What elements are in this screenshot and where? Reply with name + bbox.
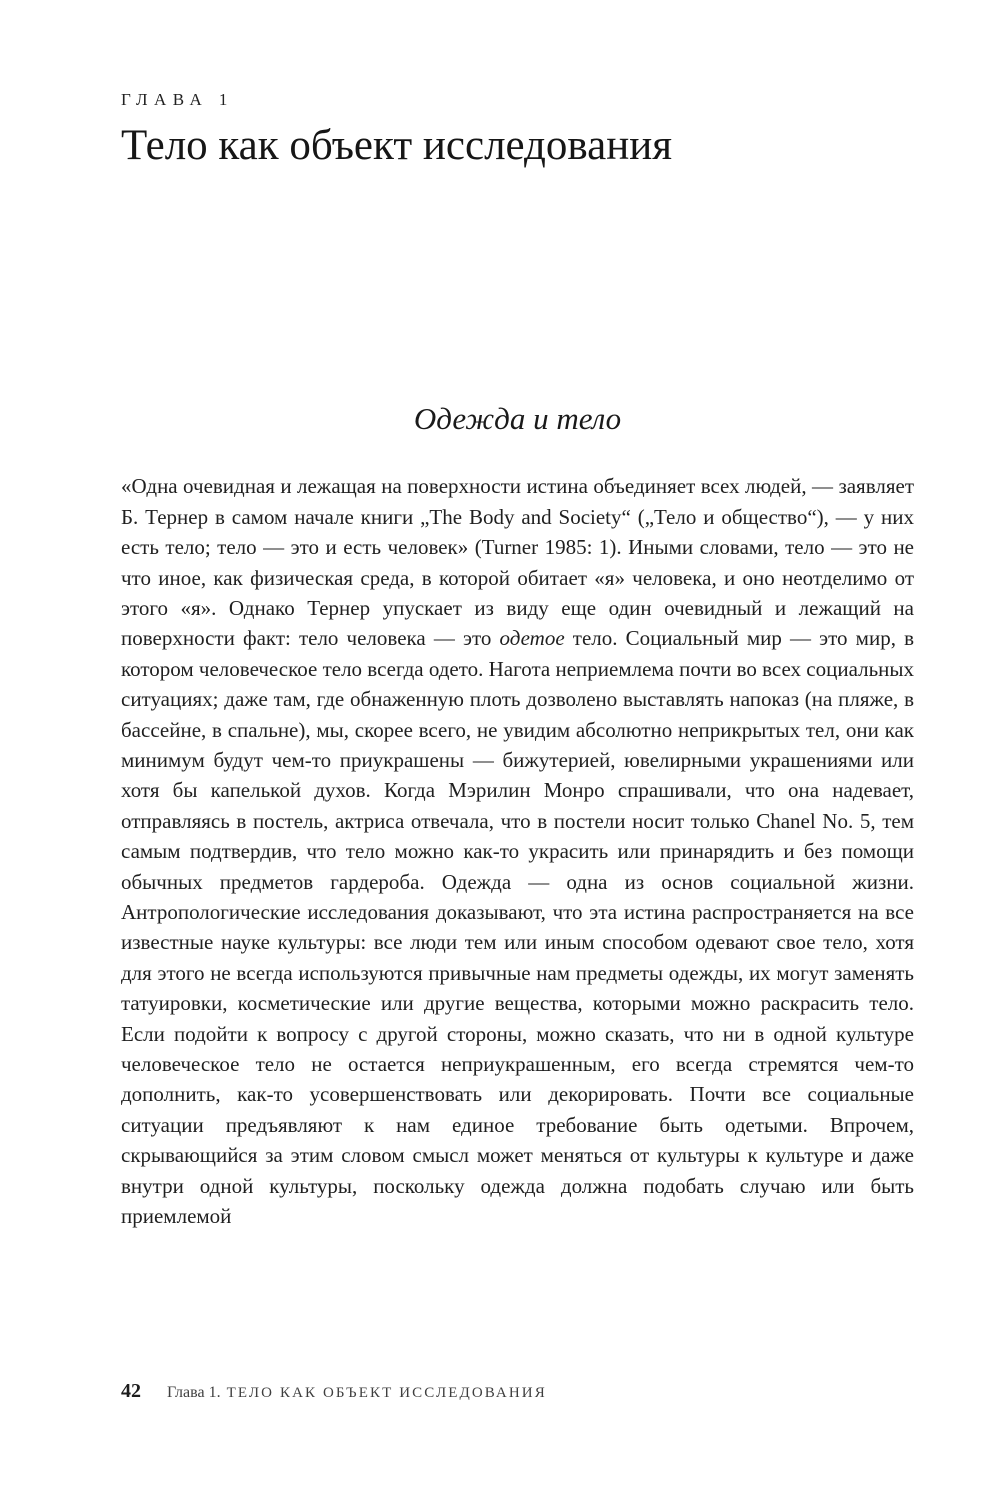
chapter-title: Тело как объект исследования	[121, 122, 673, 169]
body-text-part-1: «Одна очевидная и лежащая на поверхности истина объединяет всех людей, — заявляет Б. Тернер в самом начале книги „The Body and Society“ („Тело и общество“), — у них есть тело; тело — это и есть человек» (Turner 1985: 1). Иными словами, тело — это не что иное, как физическая среда, в которой обитает «я» человека, и оно неотделимо от этого «я». Однако Тернер упускает из виду еще один очевидный и лежащий на поверхности факт: тело человека — это	[121, 474, 914, 651]
page-number: 42	[121, 1380, 141, 1402]
footer-chapter-ref: Глава 1.	[167, 1384, 221, 1401]
chapter-label: ГЛАВА 1	[121, 90, 234, 109]
footer-running-title: ТЕЛО КАК ОБЪЕКТ ИССЛЕДОВАНИЯ	[226, 1385, 547, 1401]
body-paragraph	[121, 471, 914, 1231]
section-title: Одежда и тело	[413, 401, 622, 437]
running-footer	[121, 1380, 914, 1403]
body-text-part-2: тело. Социальный мир — это мир, в котором человеческое тело всегда одето. Нагота неприемлема почти во всех социальных ситуациях; даже там, где обнаженную плоть дозволено выставлять напоказ (на пляже, в бассейне, в спальне), мы, скорее всего, не увидим абсолютно неприкрытых тел, они как минимум будут чем-то приукрашены — бижутерией, ювелирными украшениями или хотя бы капелькой духов. Когда Мэрилин Монро спрашивали, что она надевает, отправляясь в постель, актриса отвечала, что в постели носит только Chanel No. 5, тем самым подтвердив, что тело можно как-то украсить или принарядить и без помощи обычных предметов гардероба. Одежда — одна из основ социальной жизни. Антропологические исследования доказывают, что эта истина распространяется на все известные науке культуры: все люди тем или иным способом одевают свое тело, хотя для этого не всегда используются привычные нам предметы одежды, их могут заменять татуировки, косметические или другие вещества, которыми можно раскрасить тело. Если подойти к вопросу с другой стороны, можно сказать, что ни в одной культуре человеческое тело не остается неприукрашенным, его всегда стремятся чем-то дополнить, как-то усовершенствовать или декорировать. Почти все социальные ситуации предъявляют к нам единое требование быть одетыми. Впрочем, скрывающийся за этим словом смысл может меняться от культуры к культуре и даже внутри одной культуры, поскольку одежда должна подобать случаю или быть приемлемой	[121, 626, 914, 1229]
emphasized-word: одетое	[499, 626, 565, 651]
page-content	[121, 0, 914, 1252]
